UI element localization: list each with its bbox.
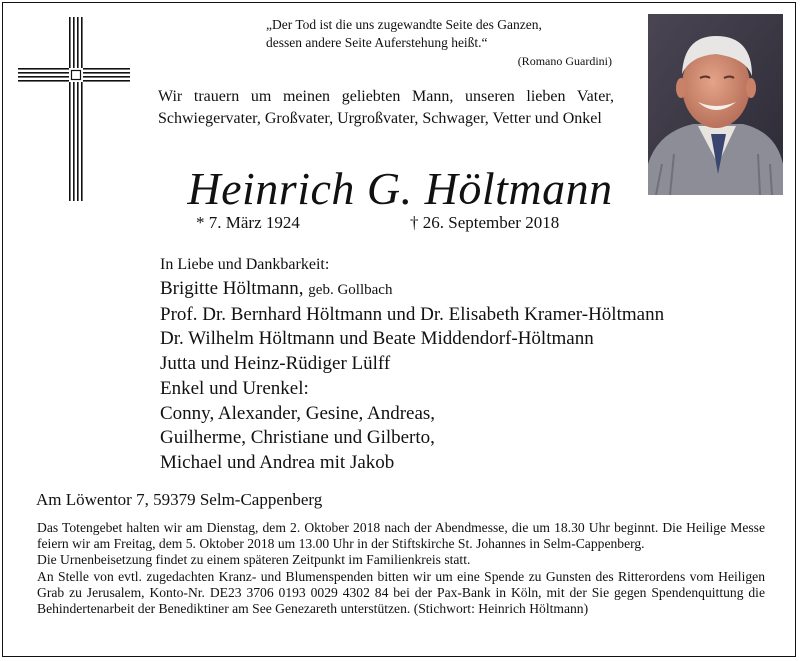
notice-text xyxy=(37,520,765,617)
mourner-line: Jutta und Heinz-Rüdiger Lülff xyxy=(160,353,391,375)
mourner-line: Michael und Andrea mit Jakob xyxy=(160,451,395,473)
quote-author: (Romano Guardini) xyxy=(517,54,612,68)
mourner-name: Brigitte Höltmann, xyxy=(160,278,304,299)
notice-paragraph: An Stelle von evtl. zugedachten Kranz- und Blumenspenden bitten wir um eine Spende zu Gunsten des Ritterordens vom Heiligen Grab zu Jerusalem, Konto-Nr. DE23 3706 0193 0029 4302 84 bei der Pax-Bank in Köln, mit der Sie gegen Spendenquittung die Behindertenarbeit der Benediktiner am See Genezareth unterstützen. (Stichwort: Heinrich Höltmann) xyxy=(37,568,765,617)
mourner-line: Conny, Alexander, Gesine, Andreas, xyxy=(160,402,436,424)
birth-date: * 7. März 1924 xyxy=(196,213,300,232)
mourning-text: Wir trauern um meinen geliebten Mann, unseren lieben Vater, Schwiegervater, Großvater, Urgroßvater, Schwager, Vetter und Onkel xyxy=(158,88,614,127)
address: Am Löwentor 7, 59379 Selm-Cappenberg xyxy=(36,490,323,509)
deceased-name: Heinrich G. Höltmann xyxy=(187,163,613,214)
mourner-line: Enkel und Urenkel: xyxy=(160,377,309,399)
mourner-line: Guilherme, Christiane und Gilberto, xyxy=(160,427,435,449)
mourner-maiden-name: geb. Gollbach xyxy=(308,282,393,298)
notice-paragraph: Die Urnenbeisetzung findet zu einem späteren Zeitpunkt im Familienkreis statt. xyxy=(37,552,471,568)
mourners-intro: In Liebe und Dankbarkeit: xyxy=(160,256,330,273)
notice-paragraph: Das Totengebet halten wir am Dienstag, dem 2. Oktober 2018 nach der Abendmesse, die um 18.30 Uhr beginnt. Die Heilige Messe feiern wir am Freitag, dem 5. Oktober 2018 um 13.00 Uhr in der Stiftskirche St. Johannes in Selm-Cappenberg. xyxy=(37,520,765,552)
mourner-line: Prof. Dr. Bernhard Höltmann und Dr. Elisabeth Kramer-Höltmann xyxy=(160,303,665,325)
quote-line-2: dessen andere Seite Auferstehung heißt.“ xyxy=(266,35,488,50)
mourner-line: Dr. Wilhelm Höltmann und Beate Middendorf-Höltmann xyxy=(160,328,594,350)
mourner-line xyxy=(160,277,780,303)
quote-line-1: „Der Tod ist die uns zugewandte Seite des Ganzen, xyxy=(266,17,542,32)
mourners-list xyxy=(160,253,780,476)
death-date: † 26. September 2018 xyxy=(410,213,560,232)
quote xyxy=(266,16,616,70)
